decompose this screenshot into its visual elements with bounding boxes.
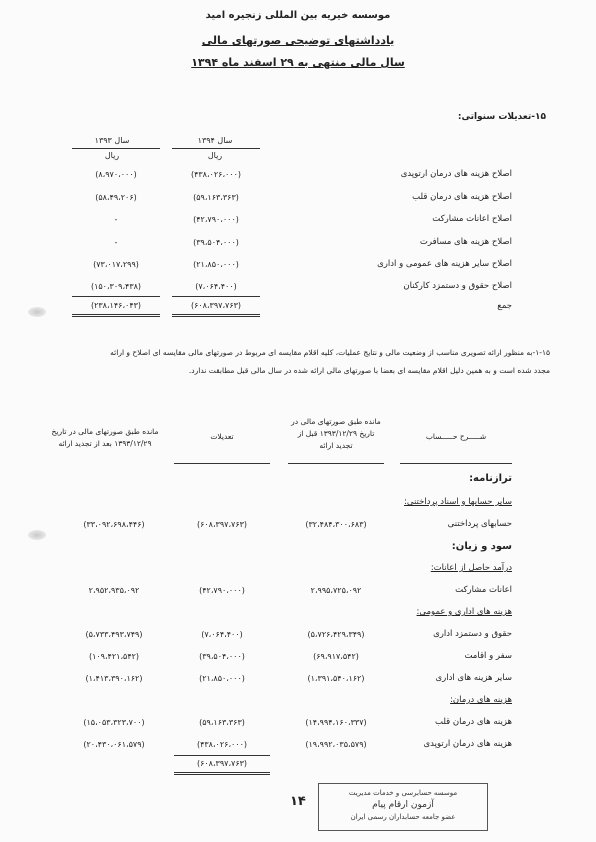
admin-row-before: (۵،۷۲۶،۴۲۹،۳۴۹) — [307, 630, 365, 639]
section-heading: ۱۵-تعدیلات سنواتی: — [457, 112, 546, 122]
total-rule-top — [172, 296, 260, 297]
balance-sheet-title: ترازنامه: — [469, 473, 512, 484]
payables-adjustment: (۶۰۸،۳۹۷،۷۶۳) — [196, 520, 248, 529]
admin-row-before: (۶۹،۹۱۷،۵۴۲) — [313, 652, 359, 661]
treatment-row-adjustment: (۵۹،۱۶۳،۳۶۳) — [199, 718, 245, 727]
admin-row-after: (۱۰۹،۴۲۱،۵۴۲) — [88, 652, 140, 661]
page-number: ۱۴ — [290, 794, 306, 809]
col-1394-year: سال ۱۳۹۴ — [197, 136, 233, 145]
admin-subheading: هزینه های اداری و عمومی: — [416, 607, 512, 617]
adj-row-1393: (۸،۹۷۰،۰۰۰) — [95, 170, 137, 179]
profit-loss-title: سود و زیان: — [451, 541, 512, 552]
admin-row-label: حقوق و دستمزد اداری — [433, 629, 512, 639]
col-description-rule — [400, 463, 512, 464]
admin-row-after: (۵،۷۳۳،۴۹۳،۷۴۹) — [85, 630, 143, 639]
adj-row-1394: (۲۱،۸۵۰،۰۰۰) — [193, 260, 239, 269]
admin-row-adjustment: (۲۱،۸۵۰،۰۰۰) — [199, 674, 245, 683]
col-1394-unit: ریال — [207, 151, 223, 160]
note-paragraph-line1: ۱-۱۵-به منظور ارائه تصویری مناسب از وضعیت مالی و نتایج عملیات، کلیه اقلام مقایسه ای مربوط در صورتهای مالی مقایسه ای اصلاح و ارائه — [110, 348, 550, 357]
admin-row-adjustment: (۷،۰۶۴،۴۰۰) — [201, 630, 243, 639]
payables-subheading: سایر حسابها و اسناد پرداختنی: — [404, 497, 512, 507]
col-adjustments-header: تعدیلات — [210, 432, 234, 441]
adj-row-1394: (۴۲،۷۹۰،۰۰۰) — [193, 215, 239, 224]
total-rule-bottom — [172, 314, 260, 317]
treatment-row-before: (۱۴،۹۹۴،۱۶۰،۳۳۷) — [305, 718, 367, 727]
donations-before: ۲،۹۹۵،۷۲۵،۰۹۲ — [310, 586, 362, 595]
adj-row-label: اصلاح سایر هزینه های عمومی و اداری — [377, 259, 512, 269]
col-1393-rule — [72, 148, 160, 149]
admin-row-label: سفر و اقامت — [464, 651, 512, 661]
adj-row-1393: - — [114, 238, 118, 247]
col-before-header: مانده طبق صورتهای مالی در تاریخ ۱۳۹۳/۱۲/۲۹ قبل از تجدید ارائه — [291, 417, 381, 450]
col-1393-unit: ریال — [104, 151, 120, 160]
stamp-line-3: عضو جامعه حسابداران رسمی ایران — [350, 813, 456, 821]
adj-row-1393: (۵۸،۴۹،۲۰۶) — [95, 193, 137, 202]
col-before-rule — [288, 463, 384, 464]
report-period: سال مالی منتهی به ۲۹ اسفند ماه ۱۳۹۴ — [191, 56, 405, 69]
adj-row-label: اصلاح حقوق و دستمزد کارکنان — [403, 281, 512, 291]
payables-before: (۳۲،۴۸۴،۳۰۰،۶۸۳) — [305, 520, 367, 529]
binder-hole — [28, 530, 46, 540]
admin-row-after: (۱،۴۱۳،۳۹۰،۱۶۲) — [85, 674, 143, 683]
adj-row-1393: - — [114, 215, 118, 224]
adj-row-1394: (۴۳۸،۰۲۶،۰۰۰) — [190, 170, 242, 179]
col-description-header: شـــــرح حـــــساب — [425, 432, 487, 441]
treatment-row-label: هزینه های درمان قلب — [435, 717, 512, 727]
income-subheading: درآمد حاصل از اعانات: — [430, 563, 512, 573]
donations-adjustment: (۴۲،۷۹۰،۰۰۰) — [199, 586, 245, 595]
total-1394: (۶۰۸،۳۹۷،۷۶۳) — [190, 301, 242, 310]
adj-row-1394: (۳۹،۵۰۴،۰۰۰) — [193, 238, 239, 247]
adj-row-1394: (۵۹،۱۶۳،۳۶۳) — [193, 193, 239, 202]
col-1394-rule — [172, 148, 260, 149]
auditor-stamp — [318, 783, 488, 831]
binder-hole — [28, 307, 46, 317]
treatment-row-after: (۲۰،۴۳۰،۰۶۱،۵۷۹) — [83, 740, 145, 749]
adj-row-label: اصلاح هزینه های مسافرت — [419, 237, 512, 247]
adj-total-rule-top — [174, 755, 270, 756]
admin-row-label: سایر هزینه های اداری — [435, 673, 512, 683]
payables-label: حسابهای پرداختنی — [447, 519, 512, 529]
total-1393: (۲۳۸،۱۴۶،۰۴۳) — [90, 301, 142, 310]
note-paragraph-line2: مجدد شده است و به همین دلیل اقلام مقایسه ای بعضا با صورتهای مالی ارائه شده در سال مالی قبل مطابقت ندارد. — [188, 366, 550, 375]
adj-row-1393: (۱۵۰،۳۰۹،۴۳۸) — [90, 282, 142, 291]
treatment-row-before: (۱۹،۹۹۲،۰۳۵،۵۷۹) — [305, 740, 367, 749]
payables-after: (۳۳،۰۹۲،۶۹۸،۴۴۶) — [83, 520, 145, 529]
adj-row-label: اصلاح اعانات مشارکت — [432, 214, 512, 224]
col-after-header: مانده طبق صورتهای مالی در تاریخ ۱۳۹۳/۱۲/۲۹ بعد از تجدید ارائه — [51, 427, 159, 448]
col-adjustments-rule — [174, 463, 270, 464]
adj-row-1394: (۷،۰۶۴،۴۰۰) — [195, 282, 237, 291]
adj-row-label: اصلاح هزینه های درمان ارتوپدی — [400, 169, 512, 179]
treatment-row-adjustment: (۴۳۸،۰۲۶،۰۰۰) — [196, 740, 248, 749]
adj-row-1393: (۷۳،۰۱۷،۲۹۹) — [93, 260, 139, 269]
donations-label: اعانات مشارکت — [455, 585, 512, 595]
adjustments-total: (۶۰۸،۳۹۷،۷۶۳) — [196, 759, 248, 768]
admin-row-adjustment: (۳۹،۵۰۴،۰۰۰) — [199, 652, 245, 661]
total-rule-top — [72, 296, 160, 297]
report-title: یادداشتهای توضیحی صورتهای مالی — [201, 34, 395, 47]
stamp-line-2: آزمون ارقام پیام — [372, 800, 434, 810]
total-rule-bottom — [72, 314, 160, 317]
treatment-row-label: هزینه های درمان ارتوپدی — [423, 739, 512, 749]
col-1393-year: سال ۱۳۹۳ — [94, 136, 130, 145]
treatment-subheading: هزینه های درمان: — [450, 695, 512, 705]
stamp-line-1: موسسه حسابرسی و خدمات مدیریت — [348, 789, 458, 797]
admin-row-before: (۱،۳۹۱،۵۴۰،۱۶۲) — [307, 674, 365, 683]
donations-after: ۲،۹۵۲،۹۳۵،۰۹۲ — [88, 586, 140, 595]
total-label: جمع — [497, 301, 512, 311]
adj-total-rule-bottom — [174, 772, 270, 775]
org-name: موسسه خیریه بین المللی زنجیره امید — [205, 10, 391, 21]
treatment-row-after: (۱۵،۰۵۳،۳۲۳،۷۰۰) — [83, 718, 145, 727]
adj-row-label: اصلاح هزینه های درمان قلب — [412, 192, 512, 202]
